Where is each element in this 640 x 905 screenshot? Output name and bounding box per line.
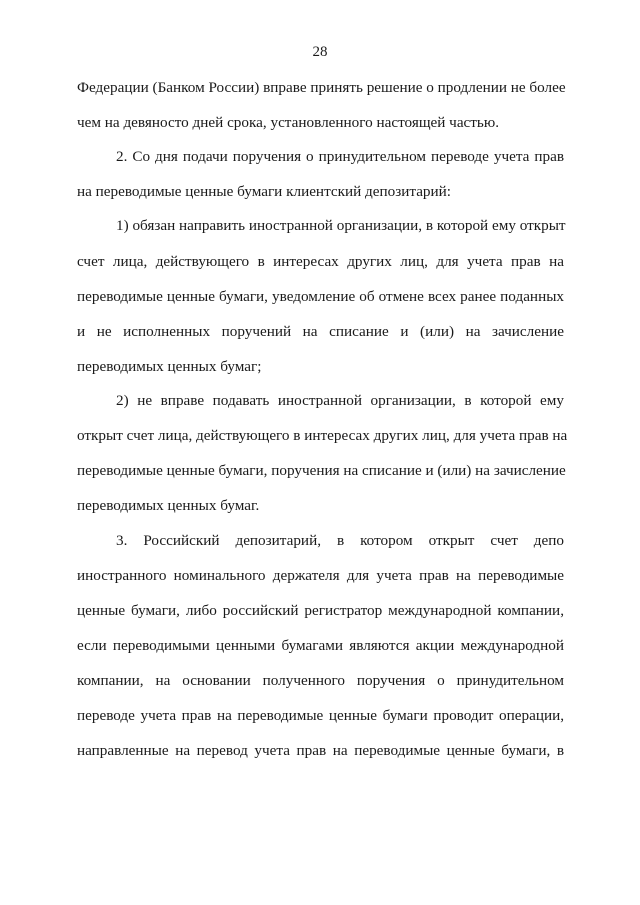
text-line: 1) обязан направить иностранной организации, в которой ему открыт [116,217,566,234]
text-line: 2) не вправе подавать иностранной организации, в которой ему [116,392,564,409]
page-number: 28 [312,44,328,60]
text-line: если переводимыми ценными бумагами являются акции международной [77,637,564,654]
text-line: переводимых ценных бумаг. [77,497,260,514]
text-line: 3. Российский депозитарий, в котором открыт счет депо [116,532,564,549]
text-line: чем на девяносто дней срока, установленного настоящей частью. [77,114,500,131]
text-line: иностранного номинального держателя для учета прав на переводимые [77,567,564,584]
text-line: на переводимые ценные бумаги клиентский депозитарий: [77,183,452,200]
text-line: 2. Со дня подачи поручения о принудительном переводе учета прав [116,148,564,165]
text-line: открыт счет лица, действующего в интересах других лиц, для учета прав на [77,427,568,444]
text-line: переводимых ценных бумаг; [77,358,262,375]
text-line: Федерации (Банком России) вправе принять решение о продлении не более [77,79,566,96]
text-line: ценные бумаги, либо российский регистратор международной компании, [77,602,564,619]
text-line: направленные на перевод учета прав на переводимые ценные бумаги, в [77,742,564,759]
text-line: счет лица, действующего в интересах других лиц, для учета прав на [77,253,564,270]
text-line: переводе учета прав на переводимые ценные бумаги проводит операции, [77,707,564,724]
text-line: компании, на основании полученного поручения о принудительном [77,672,564,689]
text-line: переводимые ценные бумаги, поручения на списание и (или) на зачисление [77,462,566,479]
text-line: переводимые ценные бумаги, уведомление об отмене всех ранее поданных [77,288,564,305]
text-line: и не исполненных поручений на списание и (или) на зачисление [77,323,564,340]
